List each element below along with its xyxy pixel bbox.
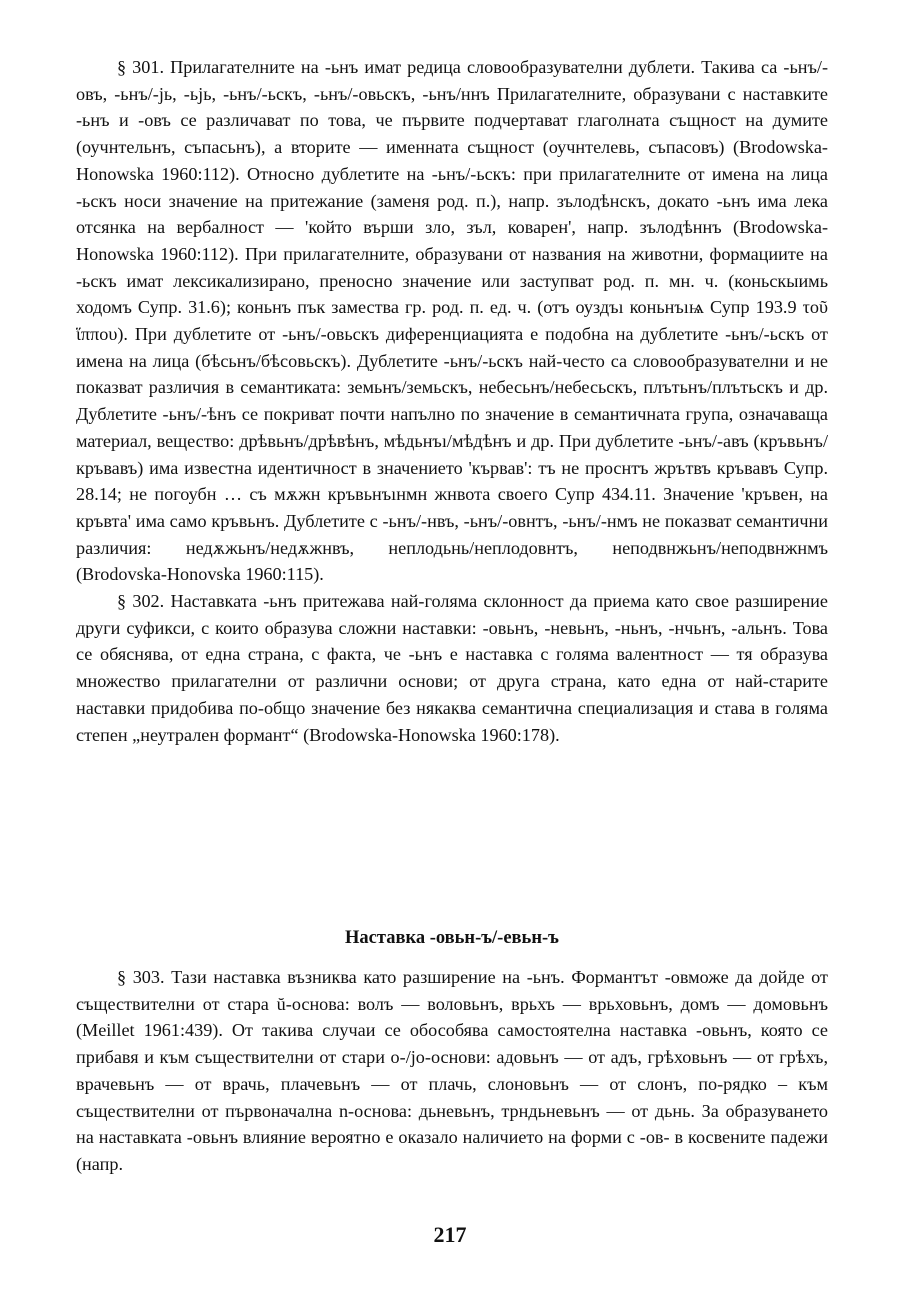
section-heading: Наставка -овьн-ъ/-евьн-ъ [345, 928, 559, 948]
body-text-top [76, 54, 828, 748]
paragraph-303: § 303. Тази наставка възниква като разширение на -ьнъ. Формантът -овможе да дойде от съществителни от стара ŭ-основа: волъ — воловьнъ, врьхъ — врьховьнъ, домъ — домовьнъ (Meillet 1961:439). От такива случаи се обособява самостоятелна наставка -овьнъ, която се прибавя и към съществителни от стари o-/jo-основи: адовьнъ — от адъ, грѣховьнъ — от грѣхъ, врачевьнъ — от врачь, плачевьнъ — от плачь, слоновьнъ — от слонъ, по-рядко – към съществителни от първоначална n-основа: дьневьнъ, трндьневьнъ — от дьнь. За образуването на наставката -овьнъ влияние вероятно е оказало наличието на форми с -ов- в косвените падежи (напр. [76, 967, 828, 1174]
body-text-bottom [76, 964, 828, 1178]
paragraph-301: § 301. Прилагателните на -ьнъ имат редица словообразувателни дублети. Такива са -ьнъ/-овъ, -ьнъ/-jь, -ьjь, -ьнъ/-ьскъ, -ьнъ/-овьскъ, -ьнъ/ннъ Прилагателните, образувани с наставките -ьнъ и -овъ се различават по това, че първите подчертават глаголната същност на думите (оучнтельнъ, съпасьнъ), а вторите — именната същност (оучнтелевь, съпасовъ) (Brodowska-Honowska 1960:112). Относно дублетите на -ьнъ/-ьскъ: при прилагателните от имена на лица -ьскъ носи значение на притежание (заменя род. п.), напр. зълодѣнскъ, докато -ьнъ има лека отсянка на вербалност — 'който върши зло, зъл, коварен', напр. зълодѣннъ (Brodowska-Honowska 1960:112). При прилагателните, образувани от названия на животни, формациите на -ьскъ имат лексикализирано, преносно значение или заступват род. п. мн. ч. (коньскыимь ходомъ Супр. 31.6); коньнъ пък замества гр. род. п. ед. ч. (отъ оуздъı коньнъıѩ Супр 193.9 τοῦ ἵππου). При дублетите от -ьнъ/-овьскъ диференциацията е подобна на дублетите -ьнъ/-ьскъ от имена на лица (бѣсьнъ/бѣсовьскъ). Дублетите -ьнъ/-ьскъ най-често са словообразувателни и не показват различия в семантиката: земьнъ/земьскъ, небесьнъ/небесьскъ, плътьнъ/плътьскъ и др. Дублетите -ьнъ/-ѣнъ се покриват почти напълно по значение в семантичната група, означаваща материал, вещество: дрѣвьнъ/дрѣвѣнъ, мѣдьнъı/мѣдѣнъ и др. При дублетите -ьнъ/-авъ (кръвьнъ/кръвавъ) има известна идентичност в значението 'кървав': тъ не проснтъ жрътвъ кръвавъ Супр. 28.14; не погоубн … съ мѫжн кръвьнъıнмн жнвота своего Супр 434.11. Значение 'кръвен, на кръвта' има само кръвьнъ. Дублетите с -ьнъ/-нвъ, -ьнъ/-овнтъ, -ьнъ/-нмъ не показват семантични различия: недѫжьнъ/недѫжнвъ, неплодьнь/неплодовнтъ, неподвнжьнъ/неподвнжнмъ (Brodovska-Honovska 1960:115). [76, 57, 828, 585]
page-number: 217 [433, 1222, 467, 1247]
paragraph-302: § 302. Наставката -ьнъ притежава най-голяма склонност да приема като свое разширение други суфикси, с които образува сложни наставки: -овьнъ, -невьнъ, -ньнъ, -нчьнъ, -альнъ. Това се обяснява, от една страна, с факта, че -ьнъ е наставка с голяма валентност — тя образува множество прилагателни от различни основи; от друга страна, като една от най-старите наставки придобива по-общо значение без някаква семантична специализация и става в голяма степен „неутрален формант“ (Brodowska-Honowska 1960:178). [76, 591, 828, 745]
